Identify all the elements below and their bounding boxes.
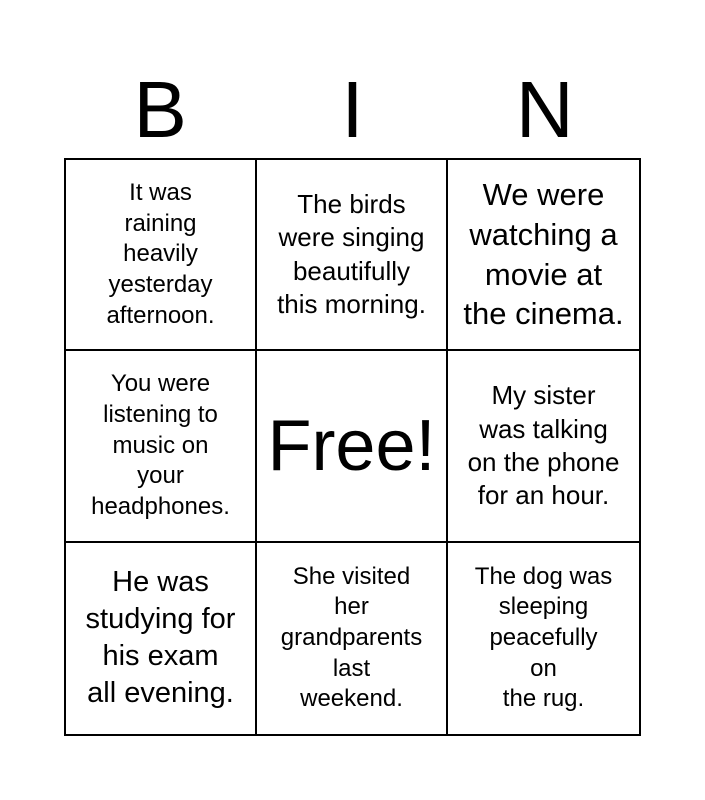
bingo-header (64, 62, 641, 158)
bingo-cell-r3c1[interactable] (66, 543, 257, 734)
bingo-cell-r1c3[interactable] (448, 160, 639, 351)
bingo-grid (64, 158, 641, 736)
free-space-cell[interactable] (257, 351, 448, 542)
bingo-cell-r1c2[interactable] (257, 160, 448, 351)
bingo-cell-r3c3[interactable] (448, 543, 639, 734)
cell-text: The birds were singing beautifully this morning. (277, 189, 426, 319)
bingo-cell-r2c1[interactable] (66, 351, 257, 542)
cell-text: She visited her grandparents last weekend. (280, 562, 423, 713)
cell-text: You were listening to music on your headphones. (91, 370, 230, 521)
bingo-cell-r3c2[interactable] (257, 543, 448, 734)
header-letter-b: B (133, 65, 187, 154)
free-space-text: Free! (267, 405, 436, 486)
header-letter-i: I (341, 65, 364, 154)
cell-text: He was studying for his exam all evening. (85, 566, 236, 710)
cell-text: The dog was sleeping peacefully on the rug. (474, 562, 613, 713)
cell-text: We were watching a movie at the cinema. (463, 177, 624, 332)
cell-text: It was raining heavily yesterday afternoon. (106, 178, 215, 329)
bingo-cell-r2c3[interactable] (448, 351, 639, 542)
bingo-cell-r1c1[interactable] (66, 160, 257, 351)
header-letter-n: N (515, 65, 574, 154)
cell-text: My sister was talking on the phone for an hour. (467, 380, 620, 511)
